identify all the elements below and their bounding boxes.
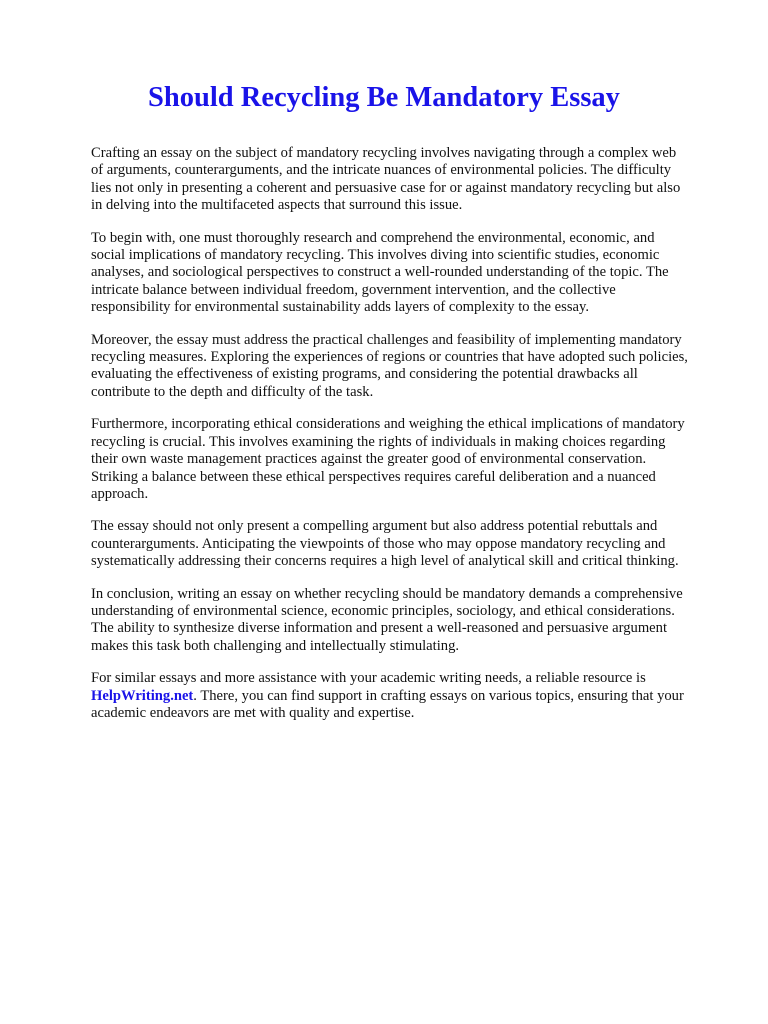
closing-text-after-link: . There, you can find support in crafting essays on various topics, ensuring that your academic endeavors are met with quality and expertise. bbox=[91, 687, 684, 721]
paragraph-conclusion: In conclusion, writing an essay on whether recycling should be mandatory demands a comprehensive understanding of environmental science, economic principles, sociology, and ethical considerations. The ability to synthesize diverse information and present a well-reasoned and persuasive argument makes this task both challenging and intellectually stimulating. bbox=[91, 585, 683, 654]
paragraph-intro: Crafting an essay on the subject of mandatory recycling involves navigating through a complex web of arguments, counterarguments, and the intricate nuances of environmental policies. The difficulty lies not only in presenting a coherent and persuasive case for or against mandatory recycling but also in delving into the multifaceted aspects that surround this issue. bbox=[91, 145, 681, 214]
paragraph-counterarguments: The essay should not only present a compelling argument but also address potential rebuttals and counterarguments. Anticipating the viewpoints of those who may oppose mandatory recycling and systematically addressing their concerns requires a high level of analytical skill and critical thinking. bbox=[91, 518, 679, 570]
closing-text-before-link: For similar essays and more assistance with your academic writing needs, a reliable resource is bbox=[91, 670, 646, 687]
paragraph-closing bbox=[91, 670, 731, 722]
essay-body bbox=[91, 145, 731, 737]
helpwriting-link[interactable]: HelpWriting.net bbox=[91, 687, 194, 704]
paragraph-research: To begin with, one must thoroughly research and comprehend the environmental, economic, and social implications of mandatory recycling. This involves diving into scientific studies, economic analyses, and sociological perspectives to construct a well-rounded understanding of the topic. The intricate balance between individual freedom, government intervention, and the collective responsibility for environmental sustainability adds layers of complexity to the essay. bbox=[91, 229, 669, 316]
paragraph-practical-challenges: Moreover, the essay must address the practical challenges and feasibility of implementing mandatory recycling measures. Exploring the experiences of regions or countries that have adopted such policies, evaluating the effectiveness of existing programs, and considering the potential drawbacks all contribute to the depth and difficulty of the task. bbox=[91, 331, 688, 400]
paragraph-ethics: Furthermore, incorporating ethical considerations and weighing the ethical implications of mandatory recycling is crucial. This involves examining the rights of individuals in making choices regarding their own waste management practices against the greater good of environmental conservation. Striking a balance between these ethical perspectives requires careful deliberation and a nuanced approach. bbox=[91, 416, 685, 502]
page-title: Should Recycling Be Mandatory Essay bbox=[148, 82, 620, 113]
